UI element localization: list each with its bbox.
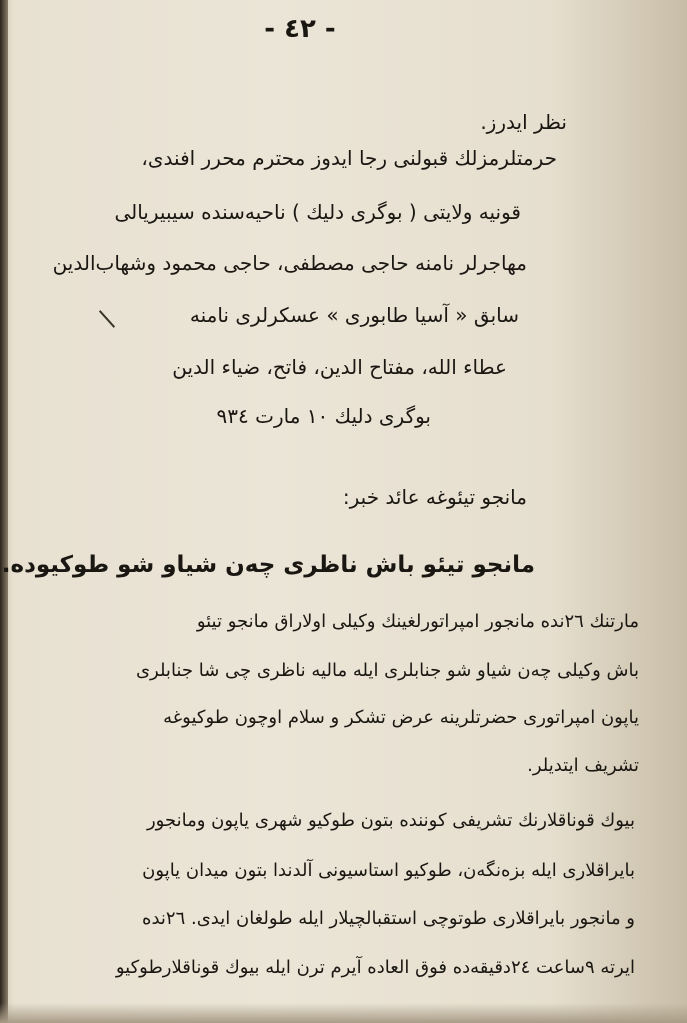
paragraph-1-line-1: مارتنك ۲٦نده مانجور امپراتورلغینك وکیلی اولاراق مانجو تیئو <box>196 611 639 632</box>
paragraph-2-line-4: ایرته ۹ساعت ۲٤دقیقه‌ده فوق العاده آیرم ترن ایله بیوك قوناقلارطوکیو <box>115 957 635 978</box>
letter-line-5: سابق « آسیا طابوری » عسکرلری نامنه <box>189 303 519 327</box>
paragraph-1-line-3: یاپون امپراتوری حضرتلرینه عرض تشکر و سلام اوچون طوکیوغه <box>163 707 639 728</box>
letter-line-1: نظر ایدرز. <box>480 110 567 134</box>
letter-line-2: حرمتلرمزلك قبولنی رجا ایدوز محترم محرر افندی، <box>141 146 557 170</box>
letter-date-line: بوگری دلیك ۱۰ مارت ۹۳٤ <box>216 404 431 428</box>
article-title: مانجو تیئو باش ناظری چه‌ن شیاو شو طوکیوده. <box>1 552 535 578</box>
section-heading: مانجو تیئوغه عائد خبر: <box>342 485 527 509</box>
letter-line-6: عطاء الله، مفتاح الدین، فاتح، ضیاء الدین <box>172 355 507 379</box>
paragraph-2-line-3: و مانجور بایراقلاری طوتوچی استقبالچیلار ایله طولغان ایدی. ۲٦نده <box>142 908 635 929</box>
page-bottom-shade <box>0 1003 687 1023</box>
paragraph-1-line-2: باش وکیلی چه‌ن شیاو شو جنابلری ایله مالیه ناظری چی شا جنابلری <box>135 660 639 681</box>
page-number: - ٤٢ - <box>264 14 336 44</box>
pencil-mark <box>99 310 115 328</box>
paragraph-2-line-2: بایراقلاری ایله بزه‌نگه‌ن، طوکیو استاسیونی آلدندا بتون میدان یاپون <box>142 860 635 881</box>
letter-line-4: مهاجرلر نامنه حاجی مصطفی، حاجی محمود وشهاب‌الدین <box>52 251 527 275</box>
letter-line-3: قونیه ولایتی ( بوگری دلیك ) ناحیه‌سنده سیبیریالی <box>114 200 521 224</box>
book-spine-shadow <box>0 0 8 1023</box>
paragraph-1-line-4: تشریف ایتدیلر. <box>527 755 639 776</box>
paragraph-2-line-1: بیوك قوناقلارنك تشریفی کوننده بتون طوکیو شهری یاپون ومانجور <box>146 810 635 831</box>
